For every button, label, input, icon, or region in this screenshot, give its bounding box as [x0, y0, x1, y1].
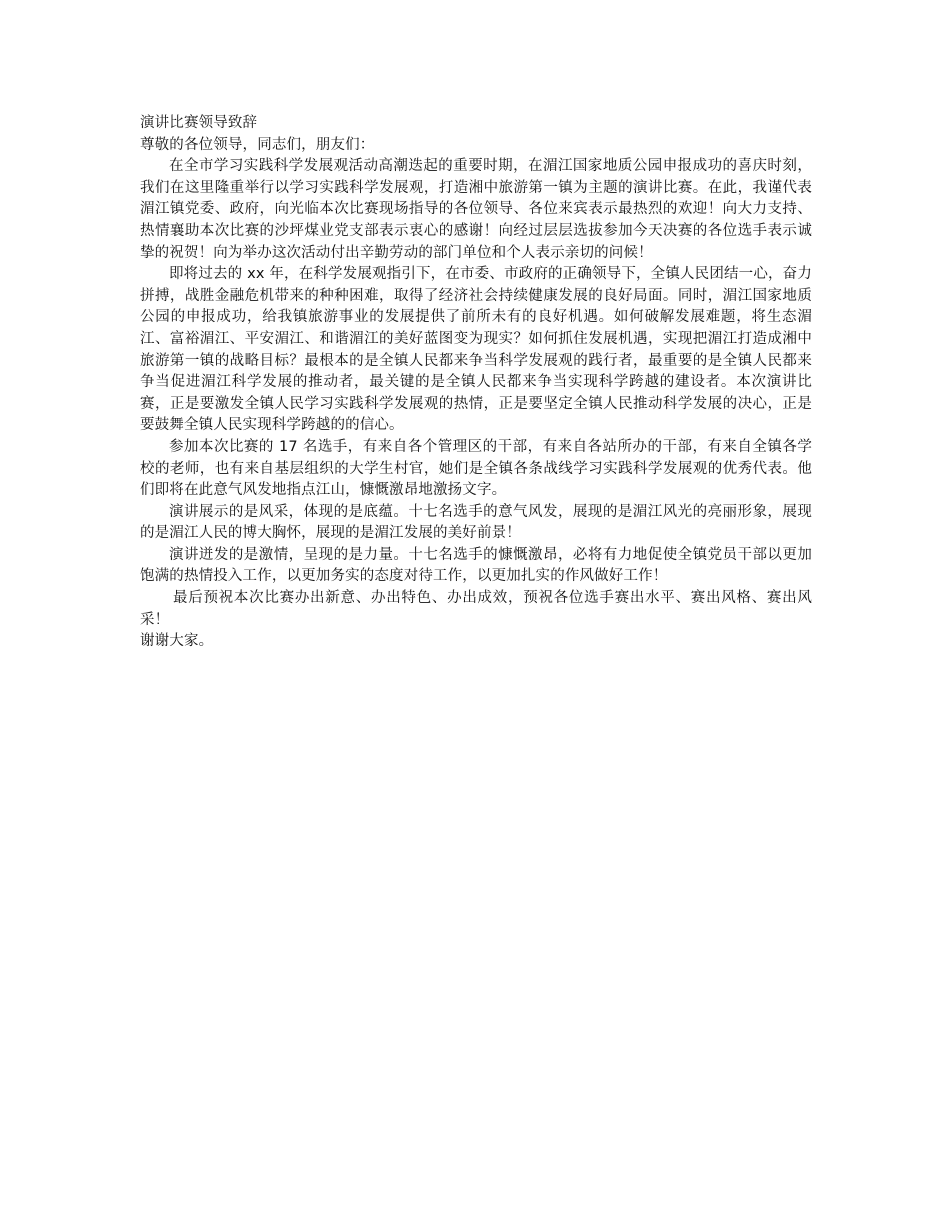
paragraph-wishes: 最后预祝本次比赛办出新意、办出特色、办出成效，预祝各位选手赛出水平、赛出风格、赛出风采！ [140, 590, 812, 628]
closing-remark: 谢谢大家。 [140, 633, 214, 650]
paragraph-passion: 演讲迸发的是激情，呈现的是力量。十七名选手的慷慨激昂，必将有力地促使全镇党员干部以更加饱满的热情投入工作，以更加务实的态度对待工作，以更加扎实的作风做好工作！ [140, 546, 812, 585]
paragraph-development: 即将过去的 xx 年，在科学发展观指引下，在市委、市政府的正确领导下，全镇人民团结一心，奋力拼搏，战胜金融危机带来的种种困难，取得了经济社会持续健康发展的良好局面。同时，湄江国家地质公园的申报成功，给我镇旅游事业的发展提供了前所未有的良好机遇。如何破解发展难题，将生态湄江、富裕湄江、平安湄江、和谐湄江的美好蓝图变为现实？如何抓住发展机遇，实现把湄江打造成湘中旅游第一镇的战略目标？最根本的是全镇人民都来争当科学发展观的践行者，最重要的是全镇人民都来争当促进湄江科学发展的推动者，最关键的是全镇人民都来争当实现科学跨越的建设者。本次演讲比赛，正是要激发全镇人民学习实践科学发展观的热情，正是要坚定全镇人民推动科学发展的决心，正是要鼓舞全镇人民实现科学跨越的的信心。 [140, 266, 812, 434]
salutation: 尊敬的各位领导，同志们，朋友们： [140, 136, 375, 153]
paragraph-contestants: 参加本次比赛的 17 名选手，有来自各个管理区的干部，有来自各站所办的干部，有来自全镇各学校的老师，也有来自基层组织的大学生村官，她们是全镇各条战线学习实践科学发展观的优秀代表。他们即将在此意气风发地指点江山，慷慨激昂地激扬文字。 [140, 438, 812, 499]
paragraph-style: 演讲展示的是风采，体现的是底蕴。十七名选手的意气风发，展现的是湄江风光的亮丽形象，展现的是湄江人民的博大胸怀，展现的是湄江发展的美好前景！ [140, 503, 812, 542]
document-title: 演讲比赛领导致辞 [140, 115, 258, 131]
document-page [140, 113, 812, 653]
paragraph-opening: 在全市学习实践科学发展观活动高潮迭起的重要时期，在湄江国家地质公园申报成功的喜庆时刻，我们在这里隆重举行以学习实践科学发展观，打造湘中旅游第一镇为主题的演讲比赛。在此，我谨代表湄江镇党委、政府，向光临本次比赛现场指导的各位领导、各位来宾表示最热烈的欢迎！向大力支持、热情襄助本次比赛的沙坪煤业党支部表示衷心的感谢！向经过层层选拔参加今天决赛的各位选手表示诚挚的祝贺！向为举办这次活动付出辛勤劳动的部门单位和个人表示亲切的问候！ [140, 158, 812, 261]
